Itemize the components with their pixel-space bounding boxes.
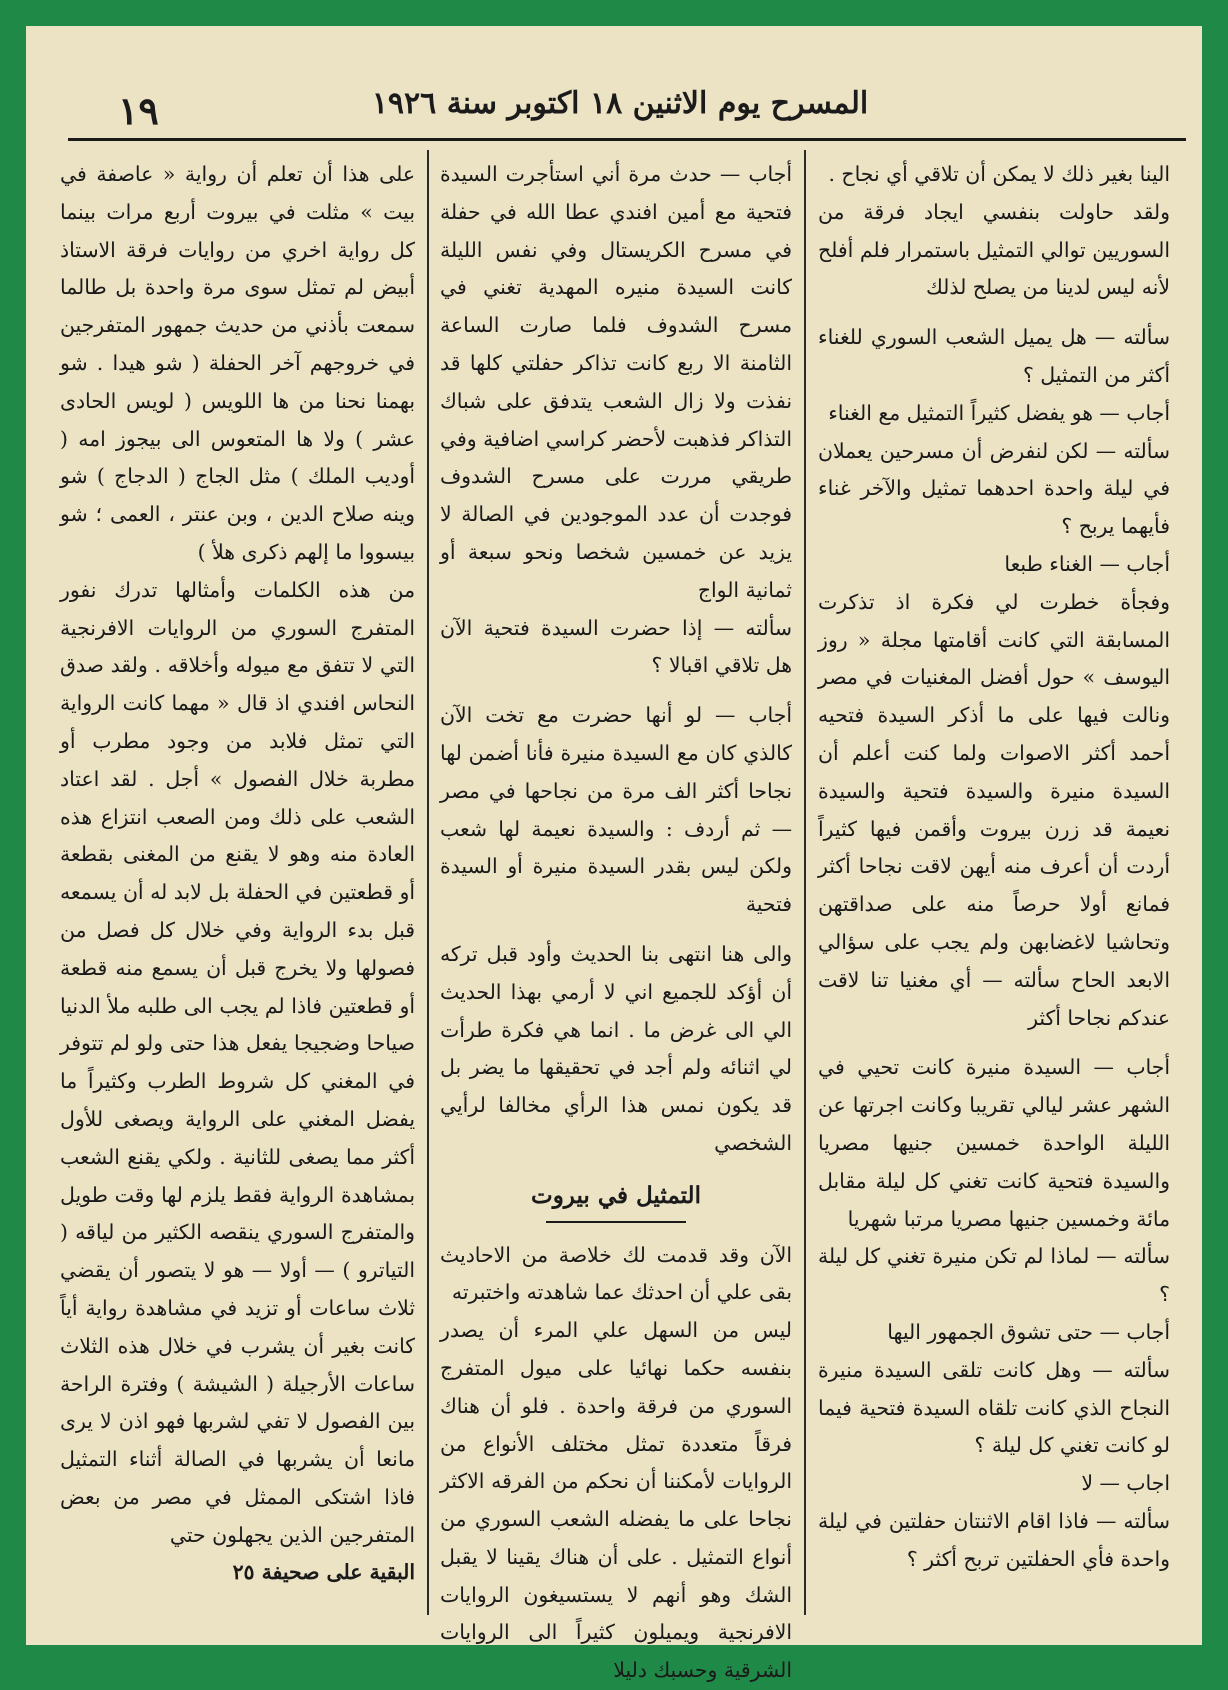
section-heading-rule <box>546 1221 686 1223</box>
column-middle <box>440 156 792 1683</box>
question: سألته — فاذا اقام الاثنتان حفلتين في ليلة واحدة فأي الحفلتين تربح أكثر ؟ <box>818 1508 1170 1571</box>
answer: أجاب — هو يفضل كثيراً التمثيل مع الغناء <box>828 400 1170 425</box>
answer: اجاب — لا <box>1081 1471 1170 1496</box>
paragraph: وفجأة خطرت لي فكرة اذ تذكرت المسابقة التي كانت أقامتها مجلة « روز اليوسف » حول أفضل المغنيات في مصر ونالت فيها على ما أذكر السيدة فتحيه أحمد أكثر الاصوات ولما كنت أعلم أن السيدة منيرة والسيدة فتحية والسيدة نعيمة قد زرن بيروت وأقمن فيها كثيراً أردت أن أعرف منه أيهن لاقت نجاحا أكثر فمانع أولا حرصاً منه على صداقتهن وتحاشيا لاغضابهن ولم يجب على سؤالي الابعد الحاح سألته — أي مغنيا تنا لاقت عندكم نجاحا أكثر <box>818 589 1170 1030</box>
header-rule <box>68 138 1186 141</box>
column-right <box>818 156 1170 1616</box>
question: سألته — وهل كانت تلقى السيدة منيرة النجاح الذي كانت تلقاه السيدة فتحية فيما لو كانت تغني كل ليلة ؟ <box>818 1357 1170 1458</box>
paragraph: ولقد حاولت بنفسي ايجاد فرقة من السوريين توالي التمثيل باستمرار فلم أفلح لأنه ليس لدينا من يصلح لذلك <box>818 199 1170 300</box>
question: سألته — لماذا لم تكن منيرة تغني كل ليلة ؟ <box>818 1244 1170 1307</box>
column-left <box>60 156 415 1616</box>
question: سألته — إذا حضرت السيدة فتحية الآن هل تلاقي اقبالا ؟ <box>440 615 792 678</box>
paragraph: الآن وقد قدمت لك خلاصة من الاحاديث بقى علي أن احدثك عما شاهدته واختبرته <box>440 1242 792 1305</box>
answer: أجاب — حتى تشوق الجمهور اليها <box>887 1319 1170 1344</box>
paragraph: والى هنا انتهى بنا الحديث وأود قبل تركه أن أؤكد للجميع اني لا أرمي بهذا الحديث الي الى غرض ما . انما هي فكرة طرأت لي اثنائه ولم أجد في تحقيقها ما يضر بل قد يكون نمس هذا الرأي مخالفا لرأيي الشخصي <box>440 941 792 1155</box>
answer: أجاب — السيدة منيرة كانت تحيي في الشهر عشر ليالي تقريبا وكانت اجرتها عن الليلة الواحدة خمسين جنيها مصريا والسيدة فتحية كانت تغني كل ليلة مقابل مائة وخمسين جنيها مصريا مرتبا شهريا <box>818 1055 1170 1231</box>
section-heading: التمثيل في بيروت <box>531 1181 701 1209</box>
answer: أجاب — الغناء طبعا <box>1004 551 1170 576</box>
question: سألته — لكن لنفرض أن مسرحين يعملان في ليلة واحدة احدهما تمثيل والآخر غناء فأيهما يربح ؟ <box>818 438 1170 539</box>
paragraph: الينا بغير ذلك لا يمكن أن تلاقي أي نجاح . <box>828 162 1170 186</box>
masthead: المسرح يوم الاثنين ١٨ اكتوبر سنة ١٩٢٦ <box>371 86 869 121</box>
paragraph: على هذا أن تعلم أن رواية « عاصفة في بيت » مثلت في بيروت أربع مرات بينما كل رواية اخري من روايات فرقة الاستاذ أبيض لم تمثل سوى مرة واحدة بل طالما سمعت بأذني من حديث جمهور المتفرجين في خروجهم آخر الحفلة ( شو هيدا . شو بهمنا نحنا من ها اللويس ( لويس الحادى عشر ) ولا ها المتعوس الى بيجوز امه ( أوديب الملك ) مثل الجاج ( الدجاج ) شو وينه صلاح الدين ، وبن عنتر ، العمى ؛ شو بيسووا ما إلهم ذكرى هلأ ) <box>60 162 415 564</box>
paragraph: ليس من السهل علي المرء أن يصدر بنفسه حكما نهائيا على ميول المتفرج السوري من فرقة واحدة . فلو أن هناك فرقاً متعددة تمثل مختلف الأنواع من الروايات لأمكننا أن نحكم من الفرقه الاكثر نجاحا على ما يفضله الشعب السوري من أنواع التمثيل . على أن هناك يقينا لا يقبل الشك وهو أنهم لا يستسيغون الروايات الافرنجية ويميلون كثيراً الى الروايات الشرقية وحسبك دليلا <box>440 1318 792 1683</box>
answer: أجاب — حدث مرة أني استأجرت السيدة فتحية مع أمين افندي عطا الله في حفلة في مسرح الكريستال وفي نفس الليلة كانت السيدة منيره المهدية تغني في مسرح الشدوف فلما صارت الساعة الثامنة الا ربع كانت تذاكر حفلتي كلها قد نفذت ولا زال الشعب يتدفق على شباك التذاكر فذهبت لأحضر كراسي اضافية وفي طريقي مررت على مسرح الشدوف فوجدت أن عدد الموجودين في الصالة لا يزيد عن خمسين شخصا ونحو سبعة أو ثمانية الواج <box>440 162 792 602</box>
column-divider-right <box>804 150 806 1615</box>
page-number: ١٩ <box>118 88 159 133</box>
paragraph: من هذه الكلمات وأمثالها تدرك نفور المتفرج السوري من الروايات الافرنجية التي لا تتفق مع ميوله وأخلاقه . ولقد صدق النحاس افندي اذ قال « مهما كانت الرواية التي تمثل فلابد من وجود مطرب أو مطربة خلال الفصول » أجل . لقد اعتاد الشعب على ذلك ومن الصعب انتزاع هذه العادة منه وهو لا يقنع من المغنى بقطعة أو قطعتين في الحفلة بل لابد له أن يسمعه قبل بدء الرواية وفي خلال كل فصل من فصولها ولا يخرج قبل أن يسمع منه قطعة أو قطعتين فاذا لم يجب الى طلبه ملأ الدنيا صياحا وضجيجا يفعل هذا حتى ولو لم تتوفر في المغني كل شروط الطرب وكثيراً ما يفضل المغني على الرواية ويصغى للأول أكثر مما يصغى للثانية . ولكي يقنع الشعب بمشاهدة الرواية فقط يلزم لها وقت طويل والمتفرج السوري ينقصه الكثير من لياقه ( التياترو ) — أولا — هو لا يتصور أن يقضي ثلاث ساعات أو تزيد في مشاهدة رواية أياً كانت بغير أن يشرب في خلال هذه الثلاث ساعات الأرجيلة ( الشيشة ) وفترة الراحة بين الفصول لا تفي لشربها فهو اذن لا يرى مانعا أن يشربها في الصالة أثناء التمثيل فاذا اشتكى الممثل في مصر من بعض المتفرجين الذين يجهلون حتي <box>60 577 415 1547</box>
continuation-note: البقية على صحيفة ٢٥ <box>232 1560 415 1585</box>
answer: أجاب — لو أنها حضرت مع تخت الآن كالذي كان مع السيدة منيرة فأنا أضمن لها نجاحا أكثر الف مرة من نجاحها في مصر — ثم أردف : والسيدة نعيمة لها شعب ولكن ليس بقدر السيدة منيرة أو السيدة فتحية <box>440 703 792 917</box>
column-divider-left <box>427 150 429 1615</box>
question: سألته — هل يميل الشعب السوري للغناء أكثر من التمثيل ؟ <box>818 325 1170 387</box>
